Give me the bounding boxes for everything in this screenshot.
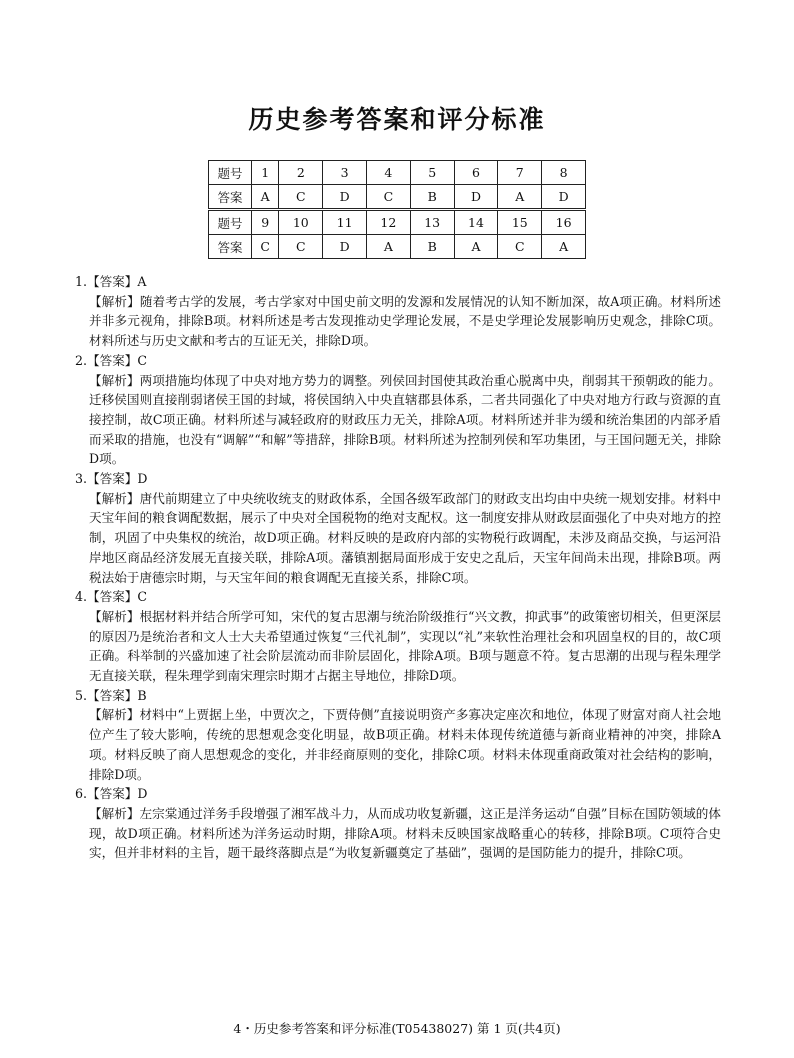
table-cell: C bbox=[279, 235, 323, 259]
table-cell: A bbox=[498, 185, 542, 210]
table-cell: 15 bbox=[498, 210, 542, 235]
table-cell: C bbox=[252, 235, 279, 259]
table-cell: C bbox=[498, 235, 542, 259]
row-header: 题号 bbox=[209, 210, 252, 235]
question-answer: 5.【答案】B bbox=[75, 687, 147, 703]
question-block bbox=[75, 784, 721, 863]
answer-explanations bbox=[75, 272, 721, 863]
table-cell: B bbox=[410, 235, 454, 259]
question-answer: 4.【答案】C bbox=[75, 589, 148, 605]
table-cell: 13 bbox=[410, 210, 454, 235]
table-cell: 3 bbox=[323, 161, 367, 185]
question-analysis: 【解析】材料中“上贾据上坐，中贾次之，下贾侍侧”直接说明资产多寡决定座次和地位，体现了财富对商人社会地位产生了较大影响，传统的思想观念变化明显，故B项正确。材料未体现传统道德与新商业精神的冲突，排除A项。材料反映了商人思想观念的变化，并非经商原则的变化，排除C项。材料未体现重商政策对社会结构的影响，排除D项。 bbox=[89, 707, 721, 782]
table-cell: D bbox=[323, 235, 367, 259]
table-cell: A bbox=[542, 235, 586, 259]
question-analysis: 【解析】随着考古学的发展，考古学家对中国史前文明的发源和发展情况的认知不断加深，故A项正确。材料所述并非多元视角，排除B项。材料所述是考古发现推动史学理论发展，不是史学理论发展影响历史观念，排除C项。材料所述与历史文献和考古的互证无关，排除D项。 bbox=[89, 293, 721, 349]
table-row bbox=[209, 185, 586, 210]
row-header: 题号 bbox=[209, 161, 252, 185]
question-analysis: 【解析】唐代前期建立了中央统收统支的财政体系，全国各级军政部门的财政支出均由中央统一规划安排。材料中天宝年间的粮食调配数据，展示了中央对全国税物的绝对支配权。这一制度安排从财政层面强化了中央对地方的控制，巩固了中央集权的统治，故D项正确。材料反映的是政府内部的实物税行政调配，未涉及商品交换，与运河沿岸地区商品经济发展无直接关联，排除A项。藩镇割据局面形成于安史之乱后，天宝年间尚未出现，排除B项。两税法始于唐德宗时期，与天宝年间的粮食调配无直接关系，排除C项。 bbox=[89, 490, 721, 585]
table-cell: 6 bbox=[454, 161, 498, 185]
page-footer: 4・历史参考答案和评分标准(T05438027) 第 1 页(共4页) bbox=[233, 1021, 561, 1036]
table-cell: 4 bbox=[366, 161, 410, 185]
row-header: 答案 bbox=[209, 185, 252, 210]
question-block bbox=[75, 469, 721, 587]
question-answer: 6.【答案】D bbox=[75, 786, 148, 802]
table-row bbox=[209, 210, 586, 235]
table-row bbox=[209, 161, 586, 185]
table-cell: 7 bbox=[498, 161, 542, 185]
table-cell: A bbox=[454, 235, 498, 259]
table-cell: B bbox=[410, 185, 454, 210]
table-cell: 9 bbox=[252, 210, 279, 235]
table-cell: D bbox=[323, 185, 367, 210]
page-title: 历史参考答案和评分标准 bbox=[248, 105, 546, 134]
table-cell: 12 bbox=[366, 210, 410, 235]
table-cell: 16 bbox=[542, 210, 586, 235]
question-answer: 3.【答案】D bbox=[75, 471, 148, 487]
question-answer: 1.【答案】A bbox=[75, 274, 147, 289]
table-cell: 10 bbox=[279, 210, 323, 235]
table-cell: 2 bbox=[279, 161, 323, 185]
table-cell: 1 bbox=[252, 161, 279, 185]
question-block bbox=[75, 686, 721, 785]
table-row bbox=[209, 235, 586, 259]
question-block bbox=[75, 587, 721, 686]
question-block bbox=[75, 272, 721, 351]
question-analysis: 【解析】根据材料并结合所学可知，宋代的复古思潮与统治阶级推行“兴文教，抑武事”的政策密切相关，但更深层的原因乃是统治者和文人士大夫希望通过恢复“三代礼制”，实现以“礼”来软性治理社会和巩固皇权的目的，故C项正确。科举制的兴盛加速了社会阶层流动而非阶层固化，排除A项。B项与题意不符。复古思潮的出现与程朱理学无直接关联，程朱理学到南宋理宗时期才占据主导地位，排除D项。 bbox=[89, 608, 721, 684]
table-cell: D bbox=[542, 185, 586, 210]
answer-table bbox=[208, 160, 586, 259]
table-cell: 8 bbox=[542, 161, 586, 185]
question-analysis: 【解析】左宗棠通过洋务手段增强了湘军战斗力，从而成功收复新疆，这正是洋务运动“自强”目标在国防领域的体现，故D项正确。材料所述为洋务运动时期，排除A项。材料未反映国家战略重心的转移，排除B项。C项符合史实，但并非材料的主旨，题干最终落脚点是“为收复新疆奠定了基础”，强调的是国防能力的提升，排除C项。 bbox=[89, 805, 721, 861]
question-block bbox=[75, 351, 721, 469]
table-cell: 11 bbox=[323, 210, 367, 235]
table-cell: 5 bbox=[410, 161, 454, 185]
table-cell: C bbox=[366, 185, 410, 210]
table-cell: D bbox=[454, 185, 498, 210]
table-cell: A bbox=[252, 185, 279, 210]
question-answer: 2.【答案】C bbox=[75, 352, 148, 368]
question-analysis: 【解析】两项措施均体现了中央对地方势力的调整。列侯回封国使其政治重心脱离中央，削弱其干预朝政的能力。迁移侯国则直接削弱诸侯王国的封域，将侯国纳入中央直辖郡县体系，二者共同强化了中央对地方行政与资源的直接控制，故C项正确。材料所述与减轻政府的财政压力无关，排除A项。材料所述并非为缓和统治集团的内部矛盾而采取的措施，也没有“调解”“和解”等措辞，排除B项。材料所述为控制列侯和军功集团，与王国问题无关，排除D项。 bbox=[89, 372, 721, 467]
table-cell: A bbox=[366, 235, 410, 259]
table-cell: 14 bbox=[454, 210, 498, 235]
table-cell: C bbox=[279, 185, 323, 210]
row-header: 答案 bbox=[209, 235, 252, 259]
